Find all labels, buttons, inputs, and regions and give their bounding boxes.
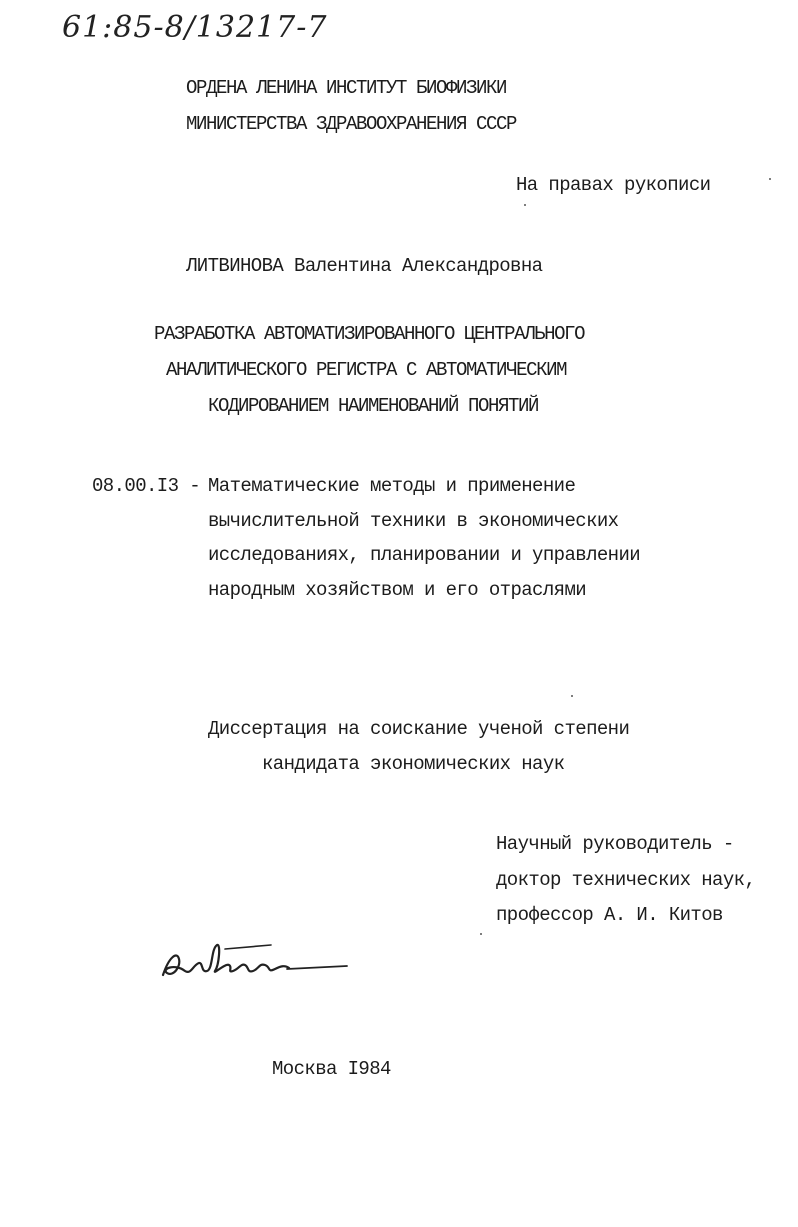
degree-line-1: Диссертация на соискание ученой степени <box>208 718 630 740</box>
supervisor-line-3: профессор А. И. Китов <box>496 904 723 926</box>
institution-line-2: МИНИСТЕРСТВА ЗДРАВООХРАНЕНИЯ СССР <box>186 113 517 135</box>
author-signature <box>155 935 355 985</box>
author-name: ЛИТВИНОВА Валентина Александровна <box>186 255 543 277</box>
scan-speck <box>480 933 482 935</box>
specialty-code: 08.00.I3 - <box>92 475 201 497</box>
scan-speck <box>524 204 526 206</box>
supervisor-line-2: доктор технических наук, <box>496 869 756 891</box>
title-line-3: КОДИРОВАНИЕМ НАИМЕНОВАНИЙ ПОНЯТИЙ <box>208 395 539 417</box>
title-line-2: АНАЛИТИЧЕСКОГО РЕГИСТРА С АВТОМАТИЧЕСКИМ <box>166 359 567 381</box>
manuscript-note: На правах рукописи <box>516 174 711 196</box>
specialty-line-2: вычислительной техники в экономических <box>208 510 619 532</box>
title-line-1: РАЗРАБОТКА АВТОМАТИЗИРОВАННОГО ЦЕНТРАЛЬНОГО <box>154 323 585 345</box>
specialty-line-4: народным хозяйством и его отраслями <box>208 579 587 601</box>
scan-speck <box>769 178 771 180</box>
degree-line-2: кандидата экономических наук <box>262 753 565 775</box>
specialty-line-3: исследованиях, планировании и управлении <box>208 544 641 566</box>
scan-speck <box>571 695 573 697</box>
specialty-line-1: Математические методы и применение <box>208 475 576 497</box>
place-year: Москва I984 <box>272 1058 391 1080</box>
archive-number: 61:85-8/13217-7 <box>62 10 328 45</box>
institution-line-1: ОРДЕНА ЛЕНИНА ИНСТИТУТ БИОФИЗИКИ <box>186 77 507 99</box>
supervisor-line-1: Научный руководитель - <box>496 833 734 855</box>
